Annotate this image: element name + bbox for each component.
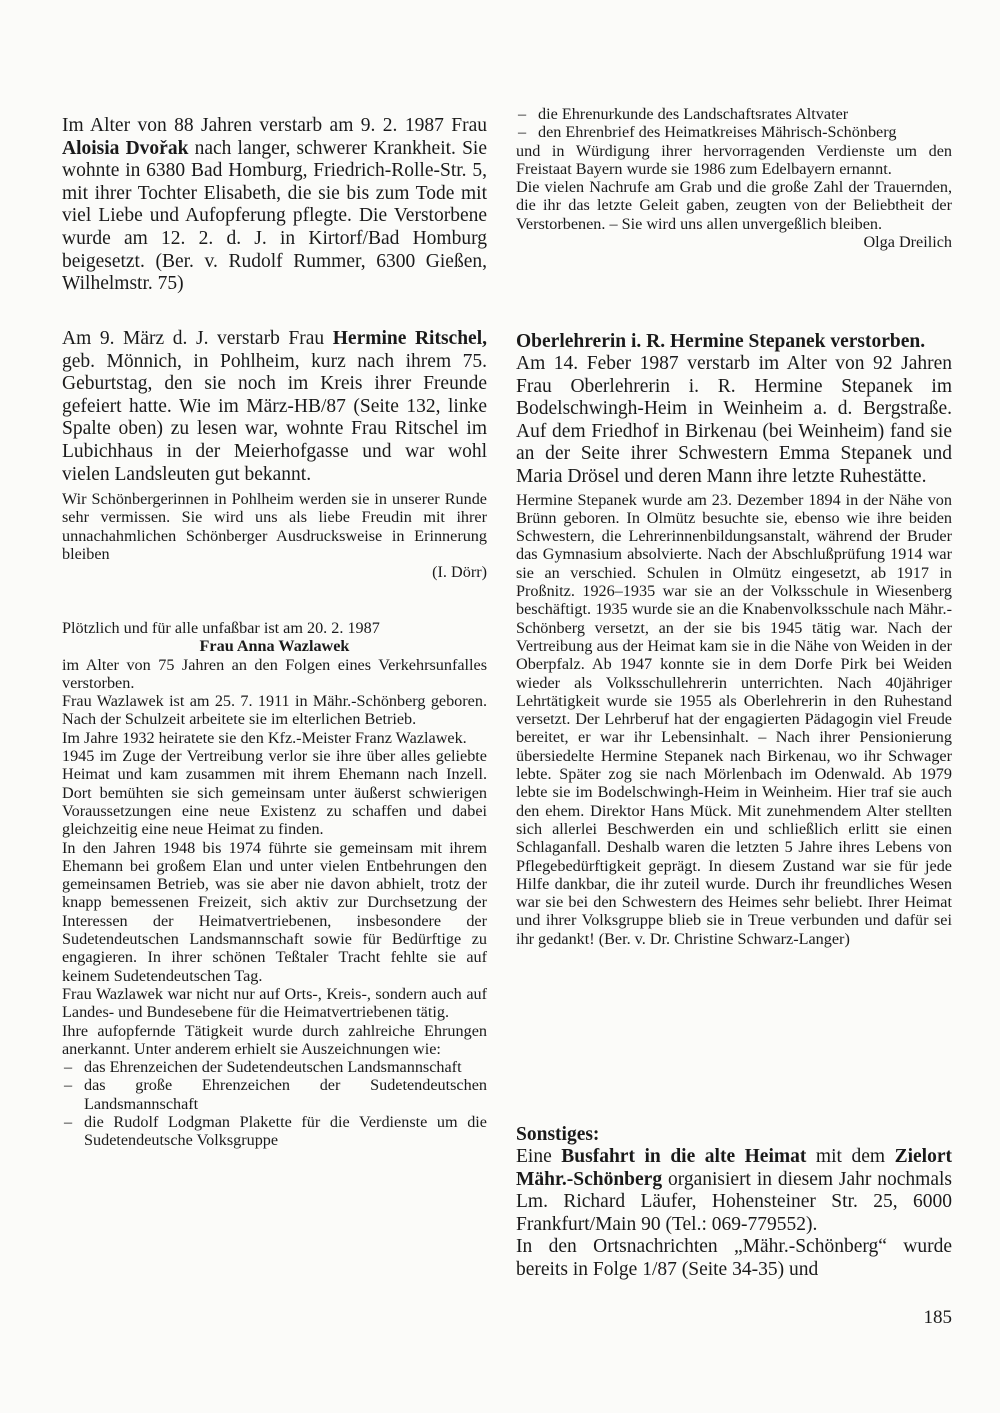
obituary-stepanek: [516, 331, 952, 948]
intro-line: Plötzlich und für alle unfaßbar ist am 20. 2. 1987: [62, 619, 380, 637]
section-sonstiges: [516, 1124, 952, 1282]
highlight: Busfahrt in die alte Heimat: [561, 1146, 807, 1167]
list-item: – die Ehrenurkunde des Landschaftsrates Altvater: [516, 105, 952, 123]
paragraph: Wir Schönbergerinnen in Pohlheim werden sie in unserer Runde sehr vermissen. Sie wird uns als liebe Freudin mit ihrer unnachahmlichen Schönberger Ausdrucksweise in Erinnerung bleiben: [62, 490, 487, 564]
obituary-wazlawek: [62, 619, 487, 1150]
page-number: 185: [923, 1307, 952, 1328]
awards-list: [516, 105, 952, 142]
highlight: Zielort Mähr.-Schönberg: [516, 1146, 952, 1190]
obituary-wazlawek-continued: [516, 105, 952, 251]
paragraph: In den Ortsnachrichten „Mähr.-Schönberg“ wurde bereits in Folge 1/87 (Seite 34-35) und: [516, 1236, 952, 1280]
deceased-name: Hermine Ritschel,: [332, 328, 488, 349]
paragraph: im Alter von 75 Jahren an den Folgen eines Verkehrsunfalles verstorben.: [62, 655, 487, 692]
deceased-name: Aloisia Dvořak: [62, 137, 189, 159]
awards-list: [62, 1058, 487, 1149]
paragraph: [62, 328, 487, 486]
list-item: – den Ehrenbrief des Heimatkreises Mährisch-Schönberg: [516, 123, 952, 141]
text: organisiert in diesem Jahr nochmals Lm. Richard Läufer, Hohensteiner Str. 25, 6000 Frankfurt/Main 90 (Tel.: 069-779552).: [516, 1168, 952, 1235]
section-heading: Sonstiges:: [516, 1124, 600, 1145]
obituary-dvorak: [62, 115, 487, 296]
list-item: – das Ehrenzeichen der Sudetendeutschen Landsmannschaft: [62, 1058, 487, 1076]
text: Im Alter von 88 Jahren verstarb am 9. 2. 1987 Frau: [62, 115, 487, 136]
text: Eine: [516, 1146, 562, 1167]
text: geb. Mönnich, in Pohlheim, kurz nach ihrem 75. Geburtstag, den sie noch im Kreis ihrer Freunde gefeiert hatte. Wie im März-HB/87 (Seite 132, linke Spalte oben) zu lesen war, wohnte Frau Ritschel im Lubichhaus in der Meierhofgasse und war wohl vielen Landsleuten gut bekannt.: [62, 350, 487, 485]
text: nach langer, schwerer Krankheit. Sie wohnte in 6380 Bad Homburg, Friedrich-Rolle-Str. 5, mit ihrer Tochter Elisabeth, die sie bis zum Tode mit viel Liebe und Aufopferung pflegte. Die Verstorbene wurde am 12. 2. d. J. in Kirtorf/Bad Homburg beigesetzt. (Ber. v. Rudolf Rummer, 6300 Gießen, Wilhelmstr. 75): [62, 137, 487, 295]
paragraph: Ihre aufopfernde Tätigkeit wurde durch zahlreiche Ehrungen anerkannt. Unter anderem erhielt sie Auszeichnungen wie:: [62, 1021, 487, 1058]
paragraph: [62, 115, 487, 296]
text: Am 9. März d. J. verstarb Frau: [62, 328, 333, 349]
paragraph: In den Jahren 1948 bis 1974 führte sie gemeinsam mit ihrem Ehemann bei großem Elan und unter vielen Entbehrungen den gemeinsamen Betrieb, was sie aber nie davon abhielt, trotz der knapp bemessenen Freizeit, sich aktiv zur Durchsetzung der Interessen der Heimatvertriebenen, insbesondere der Sudetendeutschen Landsmannschaft sowie für Bedürftige zu engagieren. In ihrer schönen Teßtaler Tracht fehlte sie auf keinem Sudetendeutschen Tag.: [62, 838, 487, 985]
paragraph: Am 14. Feber 1987 verstarb im Alter von 92 Jahren Frau Oberlehrerin i. R. Hermine Stepanek im Bodelschwingh-Heim in Weinheim a. d. Bergstraße. Auf dem Friedhof in Birkenau (bei Weinheim) fand sie an der Seite ihrer Schwestern Emma Stepanek und Maria Drösel und deren Mann ihre letzte Ruhestätte.: [516, 353, 952, 487]
obituary-ritschel: [62, 328, 487, 582]
paragraph: 1945 im Zuge der Vertreibung verlor sie ihre über alles geliebte Heimat und kam zusammen mit ihrem Ehemann nach Inzell. Dort bemühten sie sich gemeinsam unter äußerst schwierigen Voraussetzungen eine neue Existenz zu schaffen und dabei gleichzeitig eine neue Heimat zu finden.: [62, 747, 487, 839]
signature: (I. Dörr): [432, 563, 487, 582]
paragraph: Im Jahre 1932 heiratete sie den Kfz.-Meister Franz Wazlawek.: [62, 728, 467, 747]
paragraph: Die vielen Nachrufe am Grab und die große Zahl der Trauernden, die ihr das letzte Geleit gaben, zeugten von der Beliebtheit der Verstorbenen. – Sie wird uns allen unvergeßlich bleiben.: [516, 178, 952, 233]
paragraph: Frau Wazlawek ist am 25. 7. 1911 in Mähr.-Schönberg geboren. Nach der Schulzeit arbeitete sie im elterlichen Betrieb.: [62, 692, 487, 729]
text: mit dem: [806, 1146, 895, 1167]
signature: Olga Dreilich: [863, 233, 952, 252]
paragraph: [516, 1146, 952, 1236]
list-item: – das große Ehrenzeichen der Sudetendeutschen Landsmannschaft: [62, 1076, 487, 1113]
deceased-name: Frau Anna Wazlawek: [199, 637, 350, 656]
paragraph: Frau Wazlawek war nicht nur auf Orts-, Kreis-, sondern auch auf Landes- und Bundesebene für die Heimatvertriebenen tätig.: [62, 984, 487, 1022]
article-heading: Oberlehrerin i. R. Hermine Stepanek verstorben.: [516, 331, 926, 352]
list-item: – die Rudolf Lodgman Plakette für die Verdienste um die Sudetendeutsche Volksgruppe: [62, 1113, 487, 1150]
paragraph: Hermine Stepanek wurde am 23. Dezember 1894 in der Nähe von Brünn geboren. In Olmütz besuchte sie, ebenso wie ihre beiden Schwestern, die Lehrerinnenbildungsanstalt, während der Bruder das Gymnasium absolvierte. Nach der Abschlußprüfung 1914 war sie an verschied. Schulen in Olmütz eingesetzt, ab 1917 in Proßnitz. 1926–1935 war sie an der Volksschule in Wiesenberg beschäftigt. 1935 wurde sie an die Knabenvolksschule nach Mähr.-Schönberg versetzt, an der sie bis 1945 tätig war. Nach der Vertreibung aus der Heimat kam sie in die Nähe von Weiden in der Oberpfalz. Ab 1947 konnte sie in dem Dorfe Pirk bei Weiden wieder als Volksschullehrerin unterrichten. Nach 40jähriger Lehrtätigkeit wurde sie 1955 als Oberlehrerin in den Ruhestand versetzt. Der Lehrberuf hat der engagierten Pädagogin viel Freude bereitet, er war ihr Lebensinhalt. – Nach ihrer Pensionierung übersiedelte Hermine Stepanek nach Birkenau, wo ihr Schwager lebte. Später zog sie nach Mörlenbach im Odenwald. Ab 1979 lebte sie im Bodelschwingh-Heim in Weinheim. Hier traf sie auch den ehem. Direktor Hans Mück. Mit zunehmendem Alter stellten sich allerlei Beschwerden ein und schließlich erlitt sie einen Schlaganfall. Deshalb waren die letzten 5 Jahre ihres Lebens von Pflegebedürftigkeit geprägt. In diesem Zustand war sie für jede Hilfe dankbar, die ihr zuteil wurde. Durch ihr freundliches Wesen war sie bei den Schwestern des Heimes sehr beliebt. Ihrer Heimat und ihrer Volksgruppe blieb sie in Treue verbunden und dafür sei ihr gedankt! (Ber. v. Dr. Christine Schwarz-Langer): [516, 490, 952, 948]
paragraph: und in Würdigung ihrer hervorragenden Verdienste um den Freistaat Bayern wurde sie 1986 zum Edelbayern ernannt.: [516, 141, 952, 178]
